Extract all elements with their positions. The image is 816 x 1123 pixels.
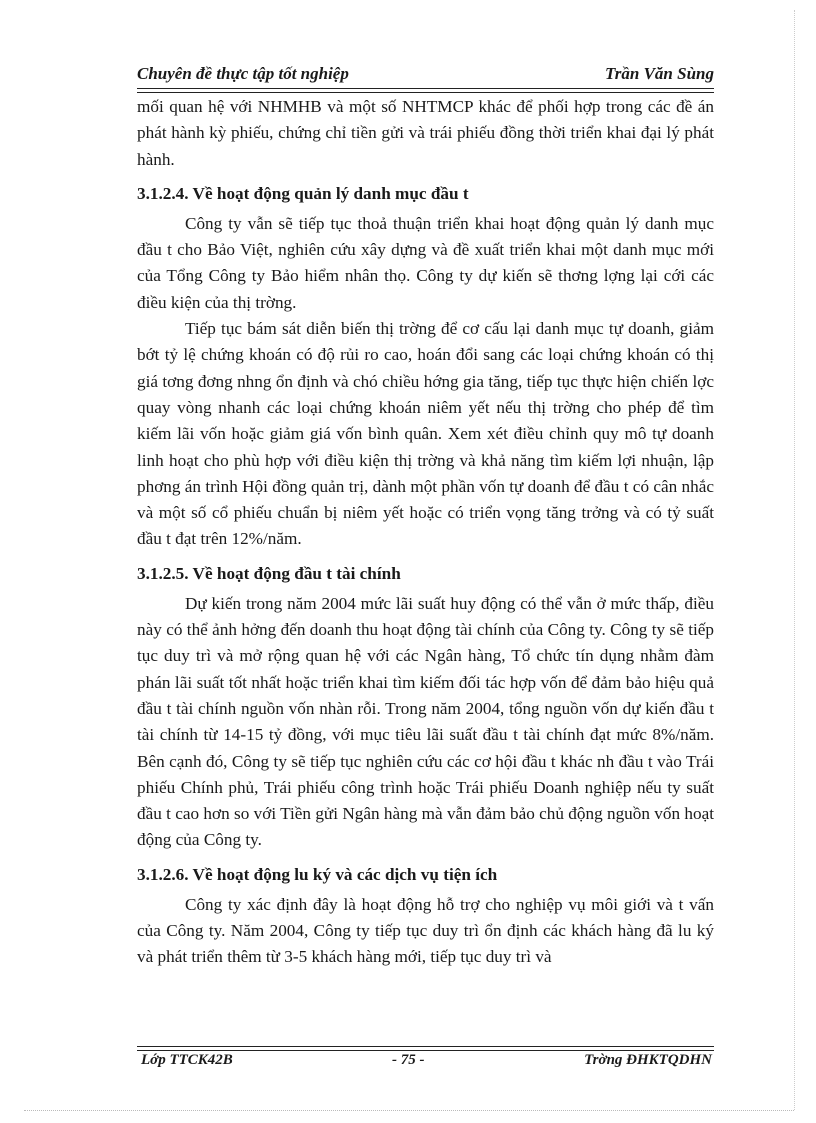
- page-edge-right: [794, 10, 795, 1110]
- header-author: Trần Văn Sùng: [605, 64, 714, 83]
- footer-divider: [137, 1046, 714, 1051]
- page-footer: [137, 1052, 714, 1074]
- header-title: Chuyên đề thực tập tốt nghiệp: [137, 64, 349, 83]
- footer-class: Lớp TTCK42B: [141, 1052, 233, 1068]
- page-header: [137, 64, 714, 86]
- paragraph-proprietary-trading: Tiếp tục bám sát diễn biến thị trờng để cơ cấu lại danh mục tự doanh, giảm bớt tỷ lệ chứng khoán có độ rủi ro cao, hoán đổi sang các loại chứng khoán có thị giá tơng đơng nhng ổn định và chó chiều hớng gia tăng, tiếp tục thực hiện chiến lợc quay vòng nhanh các loại chứng khoán niêm yết nếu thị trờng cho phép để tìm kiếm lãi vốn hoặc giảm giá vốn bình quân. Xem xét điều chỉnh quy mô tự doanh linh hoạt cho phù hợp với điều kiện thị trờng và khả năng tìm kiếm lợi nhuận, lập phơng án trình Hội đồng quản trị, dành một phần vốn tự doanh để đầu t có cân nhắc và một số cổ phiếu chuẩn bị niêm yết hoặc có triển vọng tăng trởng và có tỷ suất đầu t đạt trên 12%/năm.: [137, 319, 714, 549]
- paragraph-portfolio-management: Công ty vẫn sẽ tiếp tục thoả thuận triển khai hoạt động quản lý danh mục đầu t cho Bảo Việt, nghiên cứu xây dựng và đề xuất triển khai một danh mục mới của Tổng Công ty Bảo hiểm nhân thọ. Công ty dự kiến sẽ thơng lợng lại cới các điều kiện của thị trờng.: [137, 213, 714, 312]
- paragraph-continued: mối quan hệ với NHMHB và một số NHTMCP khác để phối hợp trong các đề án phát hành kỳ phiếu, chứng chỉ tiền gửi và trái phiếu đồng thời triển khai đại lý phát hành.: [137, 97, 714, 169]
- header-divider: [137, 88, 714, 93]
- section-heading-3-1-2-4: 3.1.2.4. Về hoạt động quản lý danh mục đầu t: [137, 183, 469, 203]
- paragraph-custody-services: Công ty xác định đây là hoạt động hỗ trợ cho nghiệp vụ môi giới và t vấn của Công ty. Năm 2004, Công ty tiếp tục duy trì ổn định các khách hàng đã lu ký và phát triển thêm từ 3-5 khách hàng mới, tiếp tục duy trì và: [137, 894, 714, 967]
- section-heading-3-1-2-6: 3.1.2.6. Về hoạt động lu ký và các dịch vụ tiện ích: [137, 864, 498, 884]
- page-body: [137, 94, 714, 971]
- footer-school: Trờng ĐHKTQDHN: [584, 1052, 712, 1068]
- section-heading-3-1-2-5: 3.1.2.5. Về hoạt động đầu t tài chính: [137, 563, 401, 583]
- paragraph-financial-investment: Dự kiến trong năm 2004 mức lãi suất huy động có thể vẫn ở mức thấp, điều này có thể ảnh hởng đến doanh thu hoạt động tài chính của Công ty. Công ty sẽ tiếp tục duy trì và mở rộng quan hệ với các Ngân hàng, Tổ chức tín dụng nhằm đàm phán lãi suất tốt nhất hoặc triển khai tìm kiếm đối tác hợp vốn để đảm bảo hiệu quả đầu t tài chính nguồn vốn nhàn rỗi. Trong năm 2004, tổng nguồn vốn dự kiến đầu t tài chính từ 14-15 tỷ đồng, với mục tiêu lãi suất đầu t tài chính đạt mức 8%/năm. Bên cạnh đó, Công ty sẽ tiếp tục nghiên cứu các cơ hội đầu t khác nh đầu t vào Trái phiếu Chính phủ, Trái phiếu công trình hoặc Trái phiếu Doanh nghiệp nếu ty suất đầu t cao hơn so với Tiền gửi Ngân hàng mà vẫn đảm bảo chủ động nguồn vốn hoạt động của Công ty.: [137, 593, 714, 850]
- page-number: - 75 -: [392, 1052, 425, 1068]
- page-edge-bottom: [24, 1110, 794, 1111]
